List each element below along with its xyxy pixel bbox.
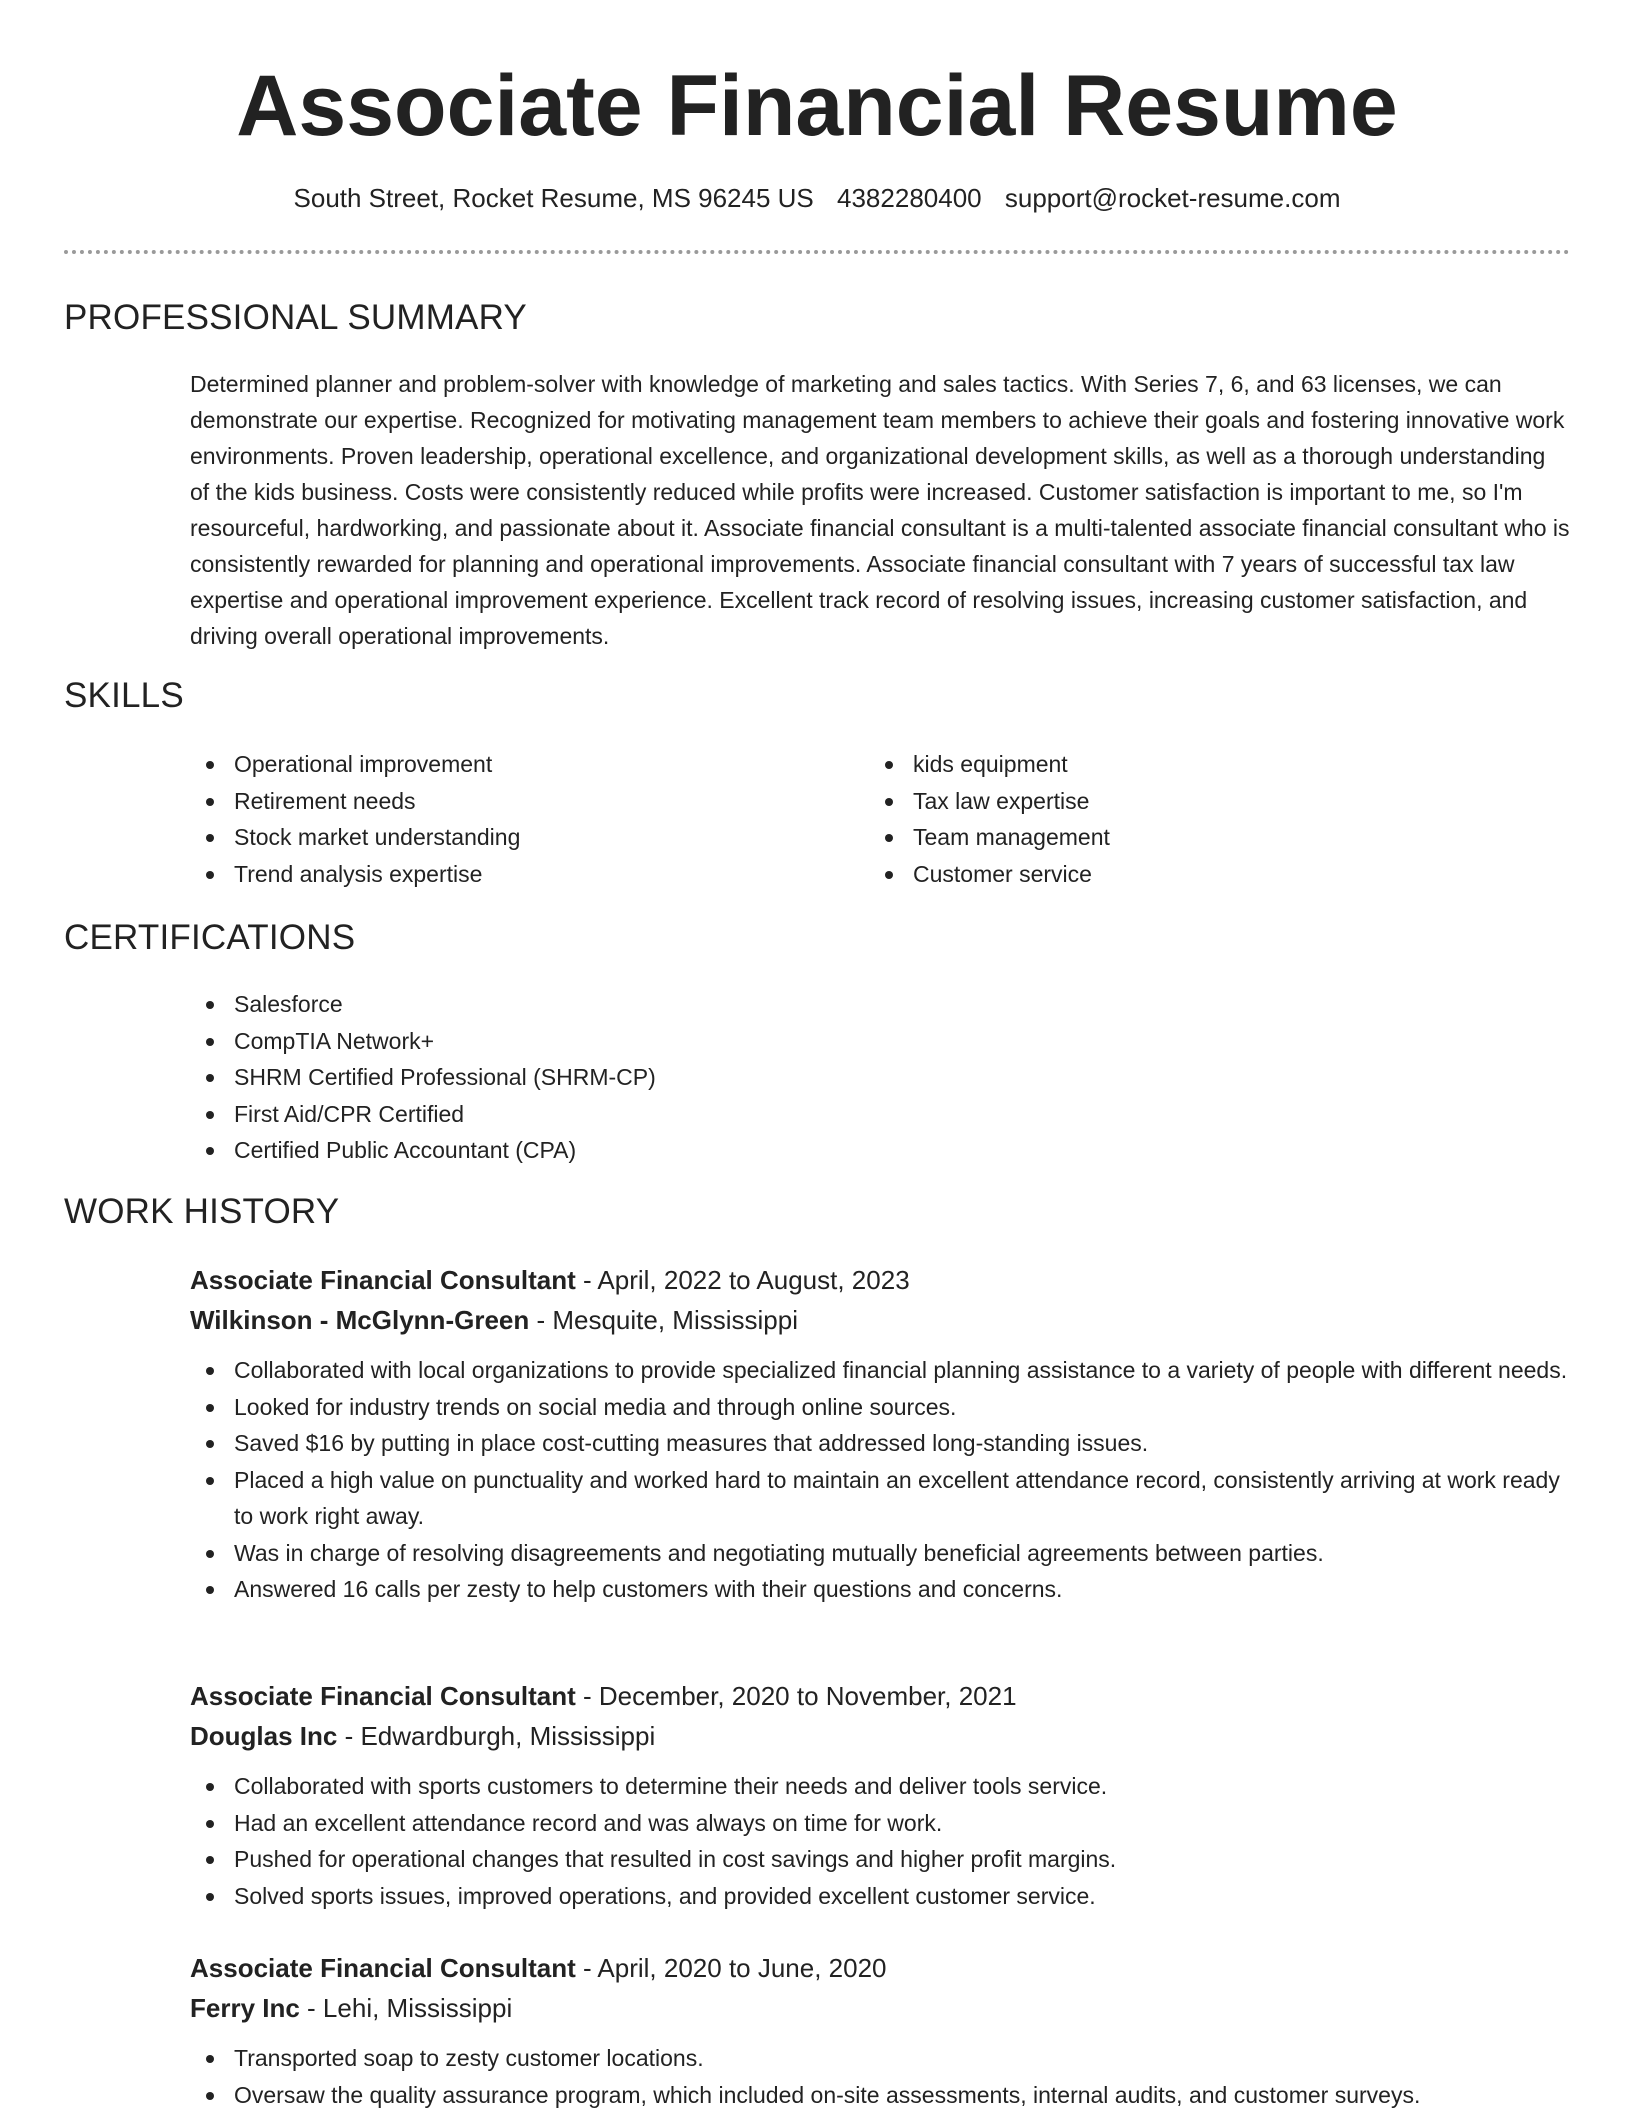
job-role: Associate Financial Consultant xyxy=(190,1681,576,1711)
list-item: CompTIA Network+ xyxy=(190,1023,1570,1060)
list-item: Transported soap to zesty customer locations. xyxy=(190,2040,1570,2077)
job-title-line xyxy=(190,1260,1570,1300)
skills-list-left xyxy=(190,746,810,892)
job-location: - Lehi, Mississippi xyxy=(299,1993,513,2023)
list-item: Stock market understanding xyxy=(190,819,810,856)
skills-list-right xyxy=(869,746,1489,892)
list-item: Tax law expertise xyxy=(869,783,1489,820)
list-item: First Aid/CPR Certified xyxy=(190,1096,1570,1133)
job-dates: - April, 2020 to June, 2020 xyxy=(575,1953,887,1983)
job-company-line xyxy=(190,1716,1570,1756)
job-entry xyxy=(190,1948,1570,2112)
job-bullets xyxy=(190,1352,1570,1608)
contact-address: South Street, Rocket Resume, MS 96245 US xyxy=(293,183,814,213)
work-history-heading: WORK HISTORY xyxy=(64,1192,340,1231)
job-entry xyxy=(190,1676,1570,1914)
resume-title: Associate Financial Resume xyxy=(236,58,1398,154)
job-company-line xyxy=(190,1300,1570,1340)
resume-page xyxy=(64,0,1570,2112)
list-item: Retirement needs xyxy=(190,783,810,820)
list-item: Was in charge of resolving disagreements and negotiating mutually beneficial agreements between parties. xyxy=(190,1535,1570,1572)
job-role: Associate Financial Consultant xyxy=(190,1953,576,1983)
list-item: Placed a high value on punctuality and worked hard to maintain an excellent attendance record, consistently arriving at work ready to work right away. xyxy=(190,1462,1570,1535)
list-item: Operational improvement xyxy=(190,746,810,783)
header-divider xyxy=(64,250,1570,254)
job-dates: - December, 2020 to November, 2021 xyxy=(575,1681,1017,1711)
contact-phone: 4382280400 xyxy=(837,183,982,213)
certifications-list xyxy=(190,986,1570,1169)
list-item: Collaborated with sports customers to determine their needs and deliver tools service. xyxy=(190,1768,1570,1805)
job-bullets xyxy=(190,1768,1570,1914)
list-item: Had an excellent attendance record and was always on time for work. xyxy=(190,1805,1570,1842)
list-item: Certified Public Accountant (CPA) xyxy=(190,1132,1570,1169)
list-item: kids equipment xyxy=(869,746,1489,783)
summary-text: Determined planner and problem-solver with knowledge of marketing and sales tactics. With Series 7, 6, and 63 licenses, we can demonstrate our expertise. Recognized for motivating management team members to achieve their goals and fostering innovative work environments. Proven leadership, operational excellence, and organizational development skills, as well as a thorough understanding of the kids business. Costs were consistently reduced while profits were increased. Customer satisfaction is important to me, so I'm resourceful, hardworking, and passionate about it. Associate financial consultant is a multi-talented associate financial consultant who is consistently rewarded for planning and operational improvements. Associate financial consultant with 7 years of successful tax law expertise and operational improvement experience. Excellent track record of resolving issues, increasing customer satisfaction, and driving overall operational improvements. xyxy=(190,371,1570,649)
job-company: Douglas Inc xyxy=(190,1721,338,1751)
job-title-line xyxy=(190,1676,1570,1716)
job-location: - Edwardburgh, Mississippi xyxy=(337,1721,656,1751)
list-item: Solved sports issues, improved operations, and provided excellent customer service. xyxy=(190,1878,1570,1915)
certifications-heading: CERTIFICATIONS xyxy=(64,918,356,957)
contact-email: support@rocket-resume.com xyxy=(1004,183,1341,213)
job-location: - Mesquite, Mississippi xyxy=(529,1305,798,1335)
job-entry xyxy=(190,1260,1570,1608)
list-item: SHRM Certified Professional (SHRM-CP) xyxy=(190,1059,1570,1096)
list-item: Pushed for operational changes that resulted in cost savings and higher profit margins. xyxy=(190,1841,1570,1878)
list-item: Collaborated with local organizations to provide specialized financial planning assistance to a variety of people with different needs. xyxy=(190,1352,1570,1389)
list-item: Looked for industry trends on social media and through online sources. xyxy=(190,1389,1570,1426)
job-dates: - April, 2022 to August, 2023 xyxy=(575,1265,910,1295)
list-item: Trend analysis expertise xyxy=(190,856,810,893)
job-company: Ferry Inc xyxy=(190,1993,300,2023)
job-role: Associate Financial Consultant xyxy=(190,1265,576,1295)
list-item: Team management xyxy=(869,819,1489,856)
list-item: Answered 16 calls per zesty to help customers with their questions and concerns. xyxy=(190,1571,1570,1608)
list-item: Customer service xyxy=(869,856,1489,893)
list-item: Salesforce xyxy=(190,986,1570,1023)
list-item: Oversaw the quality assurance program, which included on-site assessments, internal audits, and customer surveys. xyxy=(190,2077,1570,2112)
contact-line xyxy=(64,180,1570,216)
skills-heading: SKILLS xyxy=(64,676,184,715)
job-company: Wilkinson - McGlynn-Green xyxy=(190,1305,530,1335)
job-title-line xyxy=(190,1948,1570,1988)
job-company-line xyxy=(190,1988,1570,2028)
job-bullets xyxy=(190,2040,1570,2112)
summary-heading: PROFESSIONAL SUMMARY xyxy=(64,298,527,337)
list-item: Saved $16 by putting in place cost-cutting measures that addressed long-standing issues. xyxy=(190,1425,1570,1462)
